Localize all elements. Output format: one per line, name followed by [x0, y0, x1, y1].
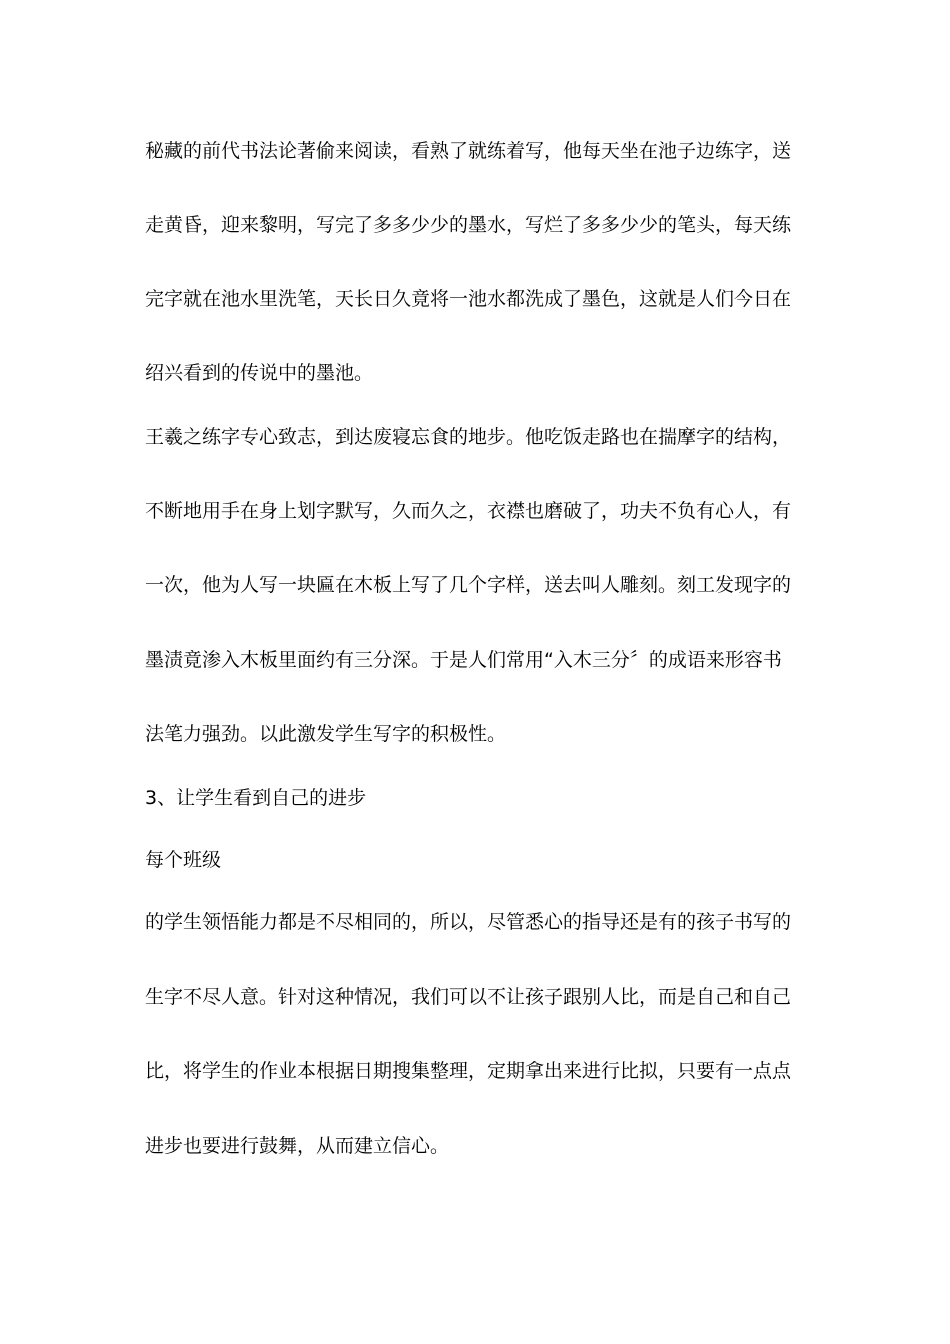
text-line: 比，将学生的作业本根据日期搜集整理，定期拿出来进行比拟，只要有一点点: [145, 1060, 792, 1082]
text-line: 王羲之练字专心致志，到达废寝忘食的地步。他吃饭走路也在揣摩字的结构，: [145, 426, 792, 448]
text-line: 每个班级: [145, 849, 222, 871]
text-line: 完字就在池水里洗笔，天长日久竟将一池水都洗成了墨色，这就是人们今日在: [145, 288, 792, 310]
text-line: 秘藏的前代书法论著偷来阅读，看熟了就练着写，他每天坐在池子边练字，送: [145, 140, 792, 162]
text-line: 走黄昏，迎来黎明，写完了多多少少的墨水，写烂了多多少少的笔头，每天练: [145, 214, 792, 236]
text-line: 一次，他为人写一块匾在木板上写了几个字样，送去叫人雕刻。刻工发现字的: [145, 574, 792, 596]
section-heading: 3、让学生看到自己的进步: [145, 787, 367, 809]
text-line: 生字不尽人意。针对这种情况，我们可以不让孩子跟别人比，而是自己和自己: [145, 986, 792, 1008]
text-line: 的学生领悟能力都是不尽相同的，所以，尽管悉心的指导还是有的孩子书写的: [145, 911, 792, 933]
text-line: 墨渍竟渗入木板里面约有三分深。于是人们常用“入木三分〞的成语来形容书: [145, 649, 782, 671]
text-line: 绍兴看到的传说中的墨池。: [145, 362, 374, 384]
text-line: 不断地用手在身上划字默写，久而久之，衣襟也磨破了，功夫不负有心人，有: [145, 500, 792, 522]
text-line: 进步也要进行鼓舞，从而建立信心。: [145, 1135, 450, 1157]
text-line: 法笔力强劲。以此激发学生写字的积极性。: [145, 723, 507, 745]
